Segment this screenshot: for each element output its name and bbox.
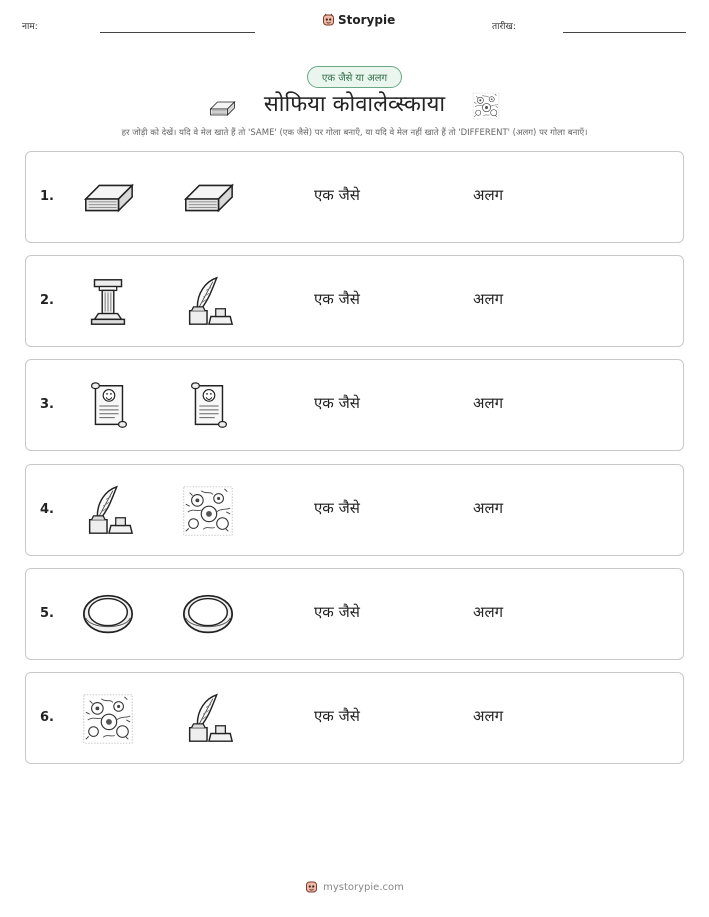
different-option[interactable]: अलग xyxy=(473,290,504,308)
floral-pattern-icon xyxy=(179,483,237,539)
different-option[interactable]: अलग xyxy=(473,707,504,725)
ring-icon xyxy=(179,587,237,643)
footer xyxy=(0,880,709,894)
theater-scroll-icon xyxy=(179,378,237,434)
question-row xyxy=(25,464,684,556)
question-number: 1. xyxy=(40,189,54,204)
question-row xyxy=(25,672,684,764)
question-row xyxy=(25,255,684,347)
floral-pattern-icon xyxy=(79,691,137,747)
different-option[interactable]: अलग xyxy=(473,186,504,204)
date-field[interactable] xyxy=(563,32,686,33)
theater-scroll-icon xyxy=(79,378,137,434)
question-row xyxy=(25,151,684,243)
quill-inkwell-icon xyxy=(79,483,137,539)
same-option[interactable]: एक जैसे xyxy=(314,707,360,725)
same-option[interactable]: एक जैसे xyxy=(314,603,360,621)
question-number: 5. xyxy=(40,606,54,621)
date-label: तारीख: xyxy=(492,22,516,32)
floral-pattern-icon xyxy=(471,91,501,121)
name-field[interactable] xyxy=(100,32,255,33)
storypie-logo-icon xyxy=(322,13,335,27)
same-option[interactable]: एक जैसे xyxy=(314,394,360,412)
brand xyxy=(322,13,395,27)
same-option[interactable]: एक जैसे xyxy=(314,186,360,204)
name-label: नाम: xyxy=(22,22,38,32)
lectern-icon xyxy=(79,274,137,330)
same-option[interactable]: एक जैसे xyxy=(314,499,360,517)
page-title: सोफिया कोवालेव्स्काया xyxy=(263,92,446,117)
storypie-logo-icon xyxy=(305,880,318,894)
topic-badge: एक जैसे या अलग xyxy=(307,66,402,88)
book-icon xyxy=(179,170,237,226)
question-number: 3. xyxy=(40,397,54,412)
book-icon xyxy=(79,170,137,226)
question-number: 6. xyxy=(40,710,54,725)
brand-name: Storypie xyxy=(338,13,396,27)
same-option[interactable]: एक जैसे xyxy=(314,290,360,308)
quill-inkwell-icon xyxy=(179,274,237,330)
question-row xyxy=(25,568,684,660)
question-number: 2. xyxy=(40,293,54,308)
question-number: 4. xyxy=(40,502,54,517)
quill-inkwell-icon xyxy=(179,691,237,747)
footer-site: mystorypie.com xyxy=(323,881,404,893)
ring-icon xyxy=(79,587,137,643)
different-option[interactable]: अलग xyxy=(473,394,504,412)
different-option[interactable]: अलग xyxy=(473,603,504,621)
different-option[interactable]: अलग xyxy=(473,499,504,517)
instructions: हर जोड़ी को देखें। यदि वे मेल खाते हैं तो 'SAME' (एक जैसे) पर गोला बनाएँ, या यदि वे मेल नहीं खाते हैं तो 'DIFFERENT' (अलग) पर गोला बनाएँ। xyxy=(121,128,588,138)
question-row xyxy=(25,359,684,451)
